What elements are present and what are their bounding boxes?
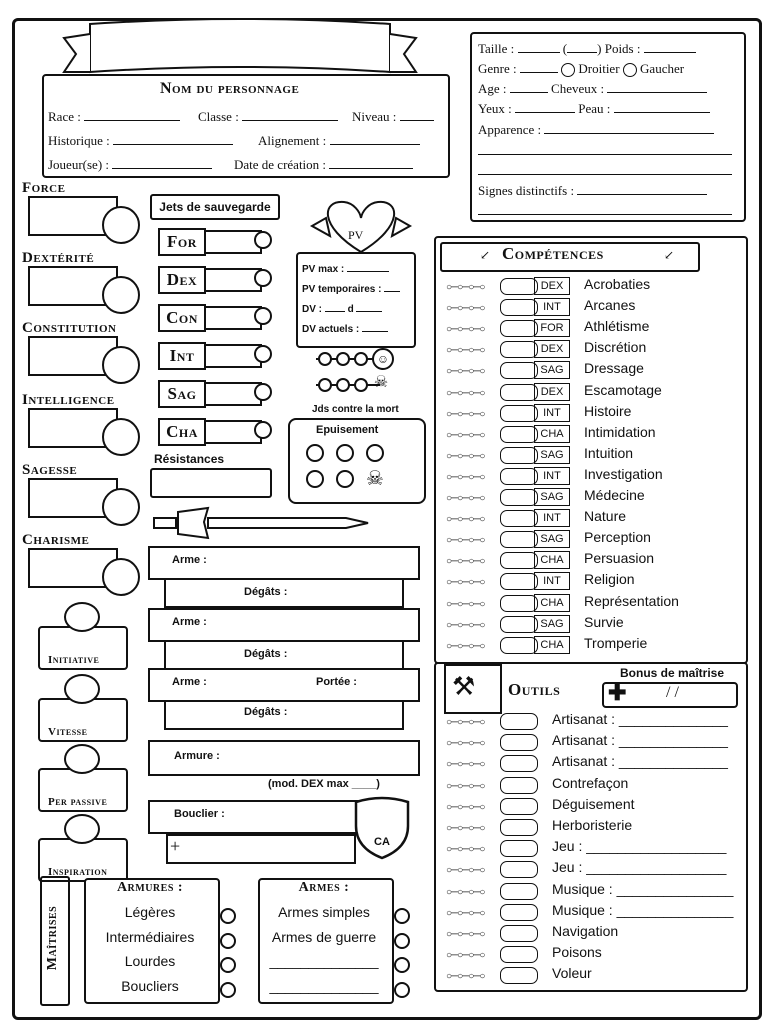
save-row: [158, 266, 268, 292]
save-proficiency-toggle[interactable]: [254, 421, 272, 439]
tool-row: [446, 733, 746, 753]
weapon-1-damage[interactable]: Dégâts :: [164, 578, 404, 608]
skill-value-field[interactable]: [500, 426, 538, 443]
exhaustion-3[interactable]: [366, 444, 384, 462]
skill-name: Survie: [584, 613, 624, 630]
tool-name: Herboristerie: [552, 817, 633, 833]
skill-name: Arcanes: [584, 297, 636, 314]
ca-shield-icon: [352, 796, 412, 860]
armures-item: Boucliers: [121, 977, 179, 994]
skill-proficiency-dots[interactable]: ○─○─○─○: [446, 303, 485, 315]
skill-proficiency-dots[interactable]: ○─○─○─○: [446, 640, 485, 652]
character-name-title: Nom du personnage: [160, 80, 300, 97]
armor-proficiencies-title: Armures :: [116, 880, 184, 895]
skill-proficiency-dots[interactable]: ○─○─○─○: [446, 450, 485, 462]
badge-label: Initiative: [48, 654, 100, 666]
yeux-field[interactable]: Yeux : Peau :: [478, 100, 710, 117]
tool-value-field[interactable]: [500, 925, 538, 942]
skill-proficiency-dots[interactable]: ○─○─○─○: [446, 598, 485, 610]
skill-value-field[interactable]: [500, 637, 538, 654]
skill-name: Tromperie: [584, 634, 648, 651]
skill-stat-badge: SAG: [534, 488, 570, 506]
saves-title: Jets de sauvegarde: [150, 194, 280, 220]
tool-name: Navigation: [552, 923, 619, 939]
skill-proficiency-dots[interactable]: ○─○─○─○: [446, 514, 485, 526]
ability-label: Sagesse: [22, 462, 78, 478]
skill-name: Religion: [584, 571, 635, 588]
save-row: [158, 228, 268, 254]
joueur-field[interactable]: Joueur(se) :: [48, 156, 212, 173]
save-proficiency-toggle[interactable]: [254, 345, 272, 363]
tool-row: [446, 839, 746, 859]
skill-row: [446, 446, 746, 466]
ability-modifier-field[interactable]: [102, 558, 140, 596]
skill-stat-badge: SAG: [534, 530, 570, 548]
dv-actuels-field[interactable]: DV actuels :: [302, 322, 388, 335]
ability-modifier-field[interactable]: [102, 418, 140, 456]
proficiency-toggle[interactable]: [394, 933, 410, 949]
tool-value-field[interactable]: [500, 840, 538, 857]
ca-label: CA: [374, 836, 390, 848]
skill-value-field[interactable]: [500, 573, 538, 590]
save-label: For: [158, 228, 206, 256]
tool-row: [446, 882, 746, 902]
skill-row: [446, 530, 746, 550]
death-fail-3[interactable]: [354, 378, 368, 392]
skill-value-field[interactable]: [500, 405, 538, 422]
save-label: Sag: [158, 380, 206, 408]
tool-proficiency-dots[interactable]: ○─○─○─○: [446, 950, 485, 962]
skill-row: [446, 340, 746, 360]
skill-stat-badge: INT: [534, 298, 570, 316]
tool-row: [446, 945, 746, 965]
skill-value-field[interactable]: [500, 299, 538, 316]
tool-proficiency-dots[interactable]: ○─○─○─○: [446, 738, 485, 750]
ability-1: [22, 250, 94, 267]
skill-proficiency-dots[interactable]: ○─○─○─○: [446, 387, 485, 399]
tool-value-field[interactable]: [500, 819, 538, 836]
apparence-line: [478, 154, 732, 155]
skill-name: Nature: [584, 508, 627, 525]
arrow-icon: ↙: [480, 248, 491, 262]
skill-row: [446, 404, 746, 424]
death-saves: [314, 350, 392, 406]
tool-name: Musique : _______________: [552, 880, 734, 897]
exhaustion-5[interactable]: [336, 470, 354, 488]
dv-field[interactable]: DV : d: [302, 302, 382, 315]
weapon-3-name[interactable]: Arme : Portée :: [148, 668, 420, 702]
skill-value-field[interactable]: [500, 320, 538, 337]
resistances-label: Résistances: [154, 452, 225, 466]
ability-label: Force: [22, 180, 66, 196]
armes-item: Armes de guerre: [271, 928, 377, 945]
skill-name: Perception: [584, 529, 651, 546]
classe-field[interactable]: Classe :: [198, 108, 338, 125]
armures-item: Légères: [124, 904, 176, 920]
armures-item: Intermédiaires: [105, 928, 195, 945]
badge-label: Vitesse: [48, 726, 88, 738]
ability-5: [22, 532, 89, 549]
skill-value-field[interactable]: [500, 362, 538, 379]
tool-proficiency-dots[interactable]: ○─○─○─○: [446, 801, 485, 813]
skill-value-field[interactable]: [500, 447, 538, 464]
skill-row: [446, 277, 746, 297]
pv-temp-field[interactable]: PV temporaires :: [302, 282, 400, 295]
skill-proficiency-dots[interactable]: ○─○─○─○: [446, 345, 485, 357]
skill-row: [446, 615, 746, 635]
skill-proficiency-dots[interactable]: ○─○─○─○: [446, 493, 485, 504]
genre-field[interactable]: Genre : Droitier Gaucher: [478, 61, 685, 76]
ability-4: [22, 462, 77, 479]
badge-1[interactable]: [38, 698, 128, 742]
tool-value-field[interactable]: [500, 883, 538, 900]
proficiencies-side-label: Maîtrises: [45, 905, 60, 971]
skill-row: [446, 509, 746, 529]
proficiency-bonus-field[interactable]: ✚ / /: [602, 682, 738, 708]
tool-value-field[interactable]: [500, 946, 538, 963]
skill-row: [446, 636, 746, 656]
skill-name: Investigation: [584, 465, 663, 482]
skill-proficiency-dots[interactable]: ○─○─○─○: [446, 282, 485, 293]
mod-dex-label: (mod. DEX max ____): [268, 778, 380, 790]
tool-value-field[interactable]: [500, 755, 538, 772]
skill-stat-badge: DEX: [534, 340, 570, 358]
skill-value-field[interactable]: [500, 531, 538, 548]
ability-2: [22, 320, 116, 337]
save-row: [158, 418, 268, 444]
badge-2[interactable]: [38, 768, 128, 812]
tool-value-field[interactable]: [500, 861, 538, 878]
boot-icon: [64, 674, 100, 704]
skill-value-field[interactable]: [500, 616, 538, 633]
skill-row: [446, 488, 746, 508]
exhaustion-1[interactable]: [306, 444, 324, 462]
skill-value-field[interactable]: [500, 278, 538, 295]
lotus-icon: [64, 814, 100, 844]
skill-row: [446, 551, 746, 571]
skill-name: Représentation: [584, 592, 679, 609]
skill-proficiency-dots[interactable]: ○─○─○─○: [446, 408, 485, 420]
proficiency-toggle[interactable]: [220, 957, 236, 973]
tool-name: Artisanat : ______________: [552, 732, 728, 749]
armes-item: ______________: [269, 953, 379, 969]
tool-name: Artisanat : ______________: [552, 753, 728, 770]
skill-value-field[interactable]: [500, 341, 538, 358]
skill-row: [446, 298, 746, 318]
tool-proficiency-dots[interactable]: ○─○─○─○: [446, 907, 485, 919]
pv-max-field[interactable]: PV max :: [302, 262, 389, 275]
tool-name: Voleur: [552, 965, 592, 982]
tool-name: Artisanat : ______________: [552, 711, 728, 727]
weapon-1-name[interactable]: Arme :: [148, 546, 420, 580]
tool-row: [446, 818, 746, 838]
ability-modifier-field[interactable]: [102, 346, 140, 384]
save-label: Con: [158, 304, 206, 332]
armes-item: Armes simples: [278, 904, 370, 920]
armures-item: Lourdes: [124, 953, 176, 969]
tool-row: [446, 860, 746, 880]
save-row: [158, 342, 268, 368]
exhaustion-label: Epuisement: [316, 424, 379, 436]
skill-row: [446, 425, 746, 445]
death-saves-label: Jds contre la mort: [312, 404, 399, 415]
apparence-line: [478, 174, 732, 175]
skill-name: Médecine: [584, 487, 645, 503]
hp-heart-banner: [308, 196, 414, 256]
ability-0: [22, 180, 65, 197]
skill-proficiency-dots[interactable]: ○─○─○─○: [446, 535, 485, 547]
skill-proficiency-dots[interactable]: ○─○─○─○: [446, 577, 485, 589]
smile-icon: ☺: [372, 348, 394, 370]
skill-value-field[interactable]: [500, 489, 538, 506]
hp-heart-label: PV: [348, 228, 364, 242]
tool-proficiency-dots[interactable]: ○─○─○─○: [446, 865, 485, 877]
tool-row: [446, 797, 746, 817]
save-proficiency-toggle[interactable]: [254, 269, 272, 287]
proficiency-toggle[interactable]: [220, 933, 236, 949]
skill-stat-badge: SAG: [534, 361, 570, 379]
taille-field[interactable]: Taille : ( ) Poids :: [478, 40, 696, 57]
skill-stat-badge: CHA: [534, 636, 570, 654]
tool-name: Déguisement: [552, 795, 635, 812]
skill-value-field[interactable]: [500, 510, 538, 527]
skill-stat-badge: FOR: [534, 319, 570, 337]
weapon-2-damage[interactable]: Dégâts :: [164, 640, 404, 670]
skill-stat-badge: DEX: [534, 383, 570, 401]
skill-stat-badge: CHA: [534, 551, 570, 569]
tool-row: [446, 966, 746, 986]
alignement-field[interactable]: Alignement :: [258, 132, 420, 149]
skill-name: Intuition: [584, 444, 634, 461]
droitier-radio[interactable]: [561, 63, 575, 77]
skill-stat-badge: SAG: [534, 615, 570, 633]
skill-value-field[interactable]: [500, 384, 538, 401]
skill-stat-badge: CHA: [534, 425, 570, 443]
skill-stat-badge: INT: [534, 404, 570, 422]
signes-field[interactable]: Signes distinctifs :: [478, 182, 707, 199]
skill-value-field[interactable]: [500, 552, 538, 569]
tool-proficiency-dots[interactable]: ○─○─○─○: [446, 717, 485, 728]
skill-name: Acrobaties: [584, 276, 651, 292]
tool-row: [446, 712, 746, 732]
shield-field[interactable]: Bouclier :: [148, 800, 368, 834]
skill-stat-badge: CHA: [534, 594, 570, 612]
tool-row: [446, 903, 746, 923]
tool-value-field[interactable]: [500, 798, 538, 815]
tool-row: [446, 924, 746, 944]
weapon-3-damage[interactable]: Dégâts :: [164, 700, 404, 730]
skill-proficiency-dots[interactable]: ○─○─○─○: [446, 556, 485, 568]
race-field[interactable]: Race :: [48, 108, 180, 125]
apparence-field[interactable]: Apparence :: [478, 121, 714, 138]
tool-name: Poisons: [552, 944, 602, 961]
skill-row: [446, 383, 746, 403]
ability-label: Constitution: [22, 320, 117, 336]
save-row: [158, 380, 268, 406]
plus-icon: ✚: [608, 680, 627, 705]
skills-title: Compétences: [502, 244, 604, 263]
ability-label: Charisme: [22, 532, 90, 548]
exhaustion-2[interactable]: [336, 444, 354, 462]
tool-name: Contrefaçon: [552, 774, 629, 791]
death-fail-2[interactable]: [336, 378, 350, 392]
shield-bonus-field[interactable]: +: [166, 834, 356, 864]
ability-modifier-field[interactable]: [102, 488, 140, 526]
skill-proficiency-dots[interactable]: ○─○─○─○: [446, 429, 485, 441]
armes-item: ______________: [269, 977, 379, 994]
skull-icon: ☠: [373, 374, 389, 391]
tool-proficiency-dots[interactable]: ○─○─○─○: [446, 823, 485, 834]
tool-name: Musique : _______________: [552, 901, 734, 918]
wing-icon: [64, 602, 100, 632]
tools-title: Outils: [508, 680, 561, 699]
skill-proficiency-dots[interactable]: ○─○─○─○: [446, 619, 485, 631]
skill-name: Persuasion: [584, 550, 655, 567]
proficiency-toggle[interactable]: [220, 982, 236, 998]
skill-value-field[interactable]: [500, 595, 538, 612]
tool-value-field[interactable]: [500, 967, 538, 984]
proficiency-toggle[interactable]: [394, 982, 410, 998]
historique-field[interactable]: Historique :: [48, 132, 233, 149]
tool-proficiency-dots[interactable]: ○─○─○─○: [446, 971, 485, 983]
tool-proficiency-dots[interactable]: ○─○─○─○: [446, 759, 485, 771]
tool-proficiency-dots[interactable]: ○─○─○─○: [446, 844, 485, 856]
tool-value-field[interactable]: [500, 904, 538, 921]
tool-row: [446, 754, 746, 774]
tool-name: Jeu : __________________: [552, 859, 727, 876]
eye-icon: [64, 744, 100, 774]
tool-proficiency-dots[interactable]: ○─○─○─○: [446, 929, 485, 940]
tool-proficiency-dots[interactable]: ○─○─○─○: [446, 886, 485, 898]
skill-value-field[interactable]: [500, 468, 538, 485]
skill-name: Athlétisme: [584, 318, 650, 335]
skill-name: Histoire: [584, 402, 632, 419]
save-proficiency-toggle[interactable]: [254, 307, 272, 325]
death-success-3[interactable]: [354, 352, 368, 366]
death-success-1[interactable]: [318, 352, 332, 366]
tool-proficiency-dots[interactable]: ○─○─○─○: [446, 780, 485, 792]
gaucher-radio[interactable]: [623, 63, 637, 77]
death-fail-1[interactable]: [318, 378, 332, 392]
skill-name: Intimidation: [584, 423, 656, 440]
niveau-field[interactable]: Niveau :: [352, 108, 434, 125]
skill-stat-badge: INT: [534, 509, 570, 527]
skill-proficiency-dots[interactable]: ○─○─○─○: [446, 366, 485, 378]
skill-stat-badge: SAG: [534, 446, 570, 464]
skill-row: [446, 594, 746, 614]
proficiency-toggle[interactable]: [220, 908, 236, 924]
skill-stat-badge: DEX: [534, 277, 570, 295]
skill-name: Dressage: [584, 360, 644, 377]
weapon-proficiencies-title: Armes :: [298, 880, 350, 895]
badge-label: Inspiration: [48, 866, 108, 878]
save-proficiency-toggle[interactable]: [254, 231, 272, 249]
badge-label: Per passive: [48, 796, 108, 808]
exhaustion-4[interactable]: [306, 470, 324, 488]
age-field[interactable]: Age : Cheveux :: [478, 80, 707, 97]
skill-row: [446, 467, 746, 487]
ability-modifier-field[interactable]: [102, 206, 140, 244]
signes-line: [478, 214, 732, 215]
skill-row: [446, 572, 746, 592]
arrow-icon: ↙: [664, 248, 675, 262]
tool-name: Jeu : __________________: [552, 838, 727, 855]
skill-name: Escamotage: [584, 381, 662, 398]
tool-value-field[interactable]: [500, 777, 538, 794]
skill-stat-badge: INT: [534, 572, 570, 590]
skill-row: [446, 361, 746, 381]
skill-proficiency-dots[interactable]: ○─○─○─○: [446, 471, 485, 483]
sword-icon: [150, 506, 372, 540]
skill-row: [446, 319, 746, 339]
tool-row: [446, 776, 746, 796]
badge-0[interactable]: [38, 626, 128, 670]
ability-label: Dextérité: [22, 250, 95, 266]
tool-value-field[interactable]: [500, 734, 538, 751]
proficiency-toggle[interactable]: [394, 957, 410, 973]
skill-stat-badge: INT: [534, 467, 570, 485]
tool-value-field[interactable]: [500, 713, 538, 730]
save-proficiency-toggle[interactable]: [254, 383, 272, 401]
ability-label: Intelligence: [22, 392, 115, 408]
hammer-icon: ⚒: [452, 672, 476, 701]
date-field[interactable]: Date de création :: [234, 156, 413, 173]
save-label: Cha: [158, 418, 206, 446]
proficiency-toggle[interactable]: [394, 908, 410, 924]
ability-modifier-field[interactable]: [102, 276, 140, 314]
death-success-2[interactable]: [336, 352, 350, 366]
save-row: [158, 304, 268, 330]
weapon-2-name[interactable]: Arme :: [148, 608, 420, 642]
proficiency-bonus-label: Bonus de maîtrise: [620, 666, 725, 680]
skull-icon: ☠: [366, 468, 384, 490]
ability-3: [22, 392, 115, 409]
save-label: Int: [158, 342, 206, 370]
armor-field[interactable]: Armure :: [148, 740, 420, 776]
resistances-field[interactable]: [150, 468, 272, 498]
skill-proficiency-dots[interactable]: ○─○─○─○: [446, 324, 485, 336]
save-label: Dex: [158, 266, 206, 294]
skill-name: Discrétion: [584, 339, 647, 356]
